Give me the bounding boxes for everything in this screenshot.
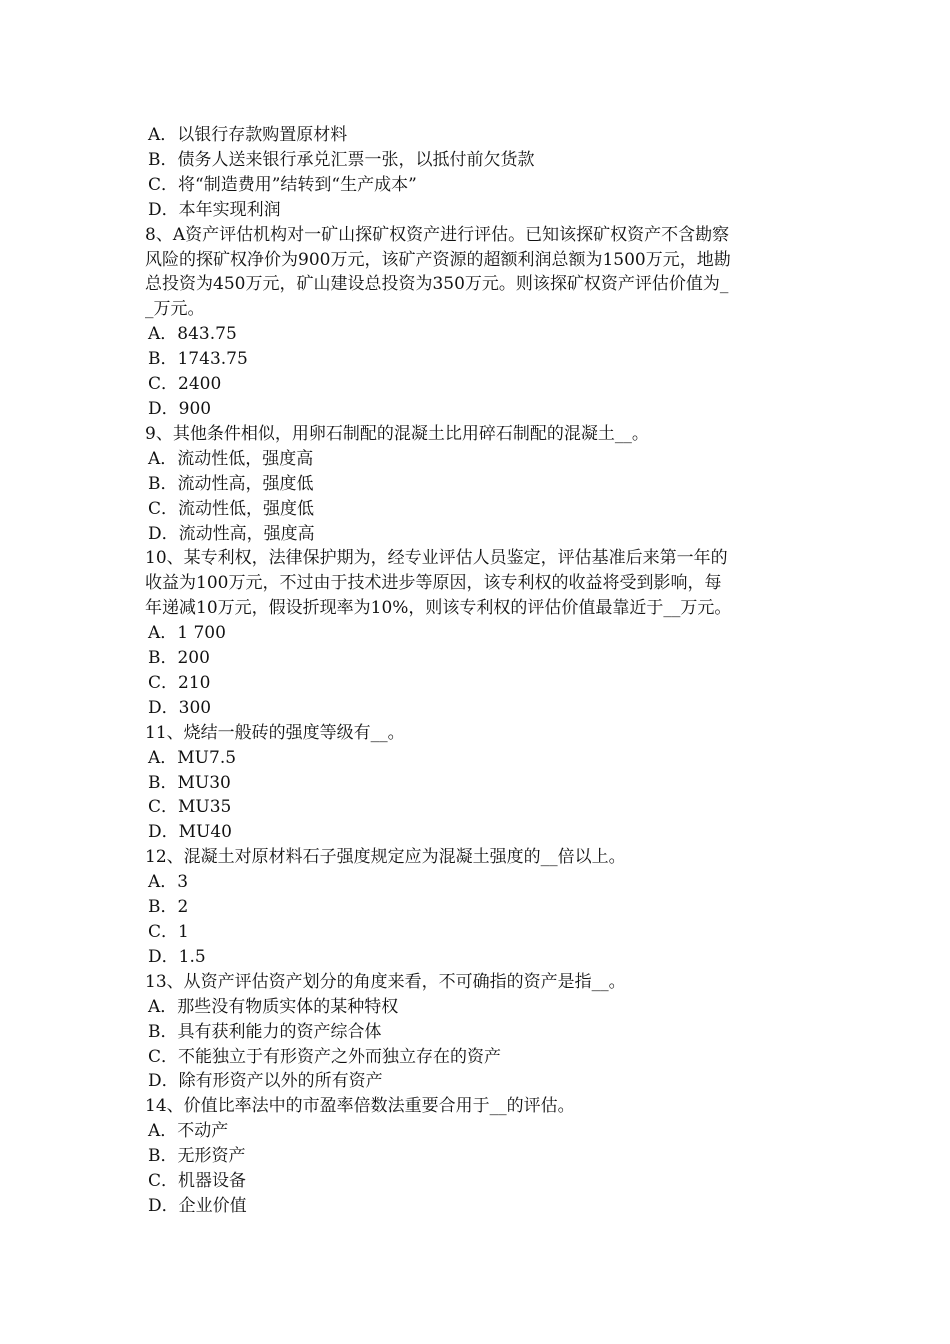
option-d: D．流动性高，强度高 (148, 523, 315, 544)
option-a: A．843.75 (148, 324, 237, 345)
option-d: D．900 (148, 398, 212, 419)
question-text-line: 14、价值比率法中的市盈率倍数法重要合用于__的评估。 (145, 1096, 575, 1117)
lead-options (145, 123, 808, 223)
option-d: D．MU40 (148, 822, 232, 843)
question-text-line: 收益为100万元，不过由于技术进步等原因，该专利权的收益将受到影响，每 (145, 573, 722, 594)
option-b: B．1743.75 (148, 349, 248, 370)
option-a: A．1 700 (148, 623, 226, 644)
option-a: A．不动产 (148, 1121, 229, 1142)
option-c: C．2400 (148, 374, 222, 395)
option-b: B．具有获利能力的资产综合体 (148, 1021, 382, 1042)
question-text-line: 年递减10万元，假设折现率为10%，则该专利权的评估价值最靠近于__万元。 (145, 598, 732, 619)
option-d: D．1.5 (148, 946, 206, 967)
option-b: B．2 (148, 897, 189, 918)
question-13 (145, 970, 808, 1095)
question-text-line: 总投资为450万元，矿山建设总投资为350万元。则该探矿权资产评估价值为_ (145, 274, 729, 295)
question-10 (145, 546, 808, 720)
question-text-line: 8、A资产评估机构对一矿山探矿权资产进行评估。已知该探矿权资产不含勘察 (145, 224, 730, 245)
document-body (145, 123, 808, 1219)
question-text-line: 11、烧结一般砖的强度等级有__。 (145, 722, 405, 743)
question-text-line: 风险的探矿权净价为900万元，该矿产资源的超额利润总额为1500万元，地勘 (145, 249, 731, 270)
question-9 (145, 422, 808, 547)
option-b: B．200 (148, 648, 210, 669)
option-b: B．债务人送来银行承兑汇票一张，以抵付前欠货款 (148, 149, 535, 170)
option-d: D．除有形资产以外的所有资产 (148, 1071, 383, 1092)
question-14 (145, 1094, 808, 1219)
question-11 (145, 721, 808, 846)
option-a: A．那些没有物质实体的某种特权 (148, 996, 399, 1017)
question-text-line: _万元。 (145, 299, 205, 320)
question-text-line: 12、混凝土对原材料石子强度规定应为混凝土强度的__倍以上。 (145, 847, 626, 868)
option-c: C．210 (148, 672, 211, 693)
question-text-line: 10、某专利权，法律保护期为，经专业评估人员鉴定，评估基准后来第一年的 (145, 548, 728, 569)
option-c: C．机器设备 (148, 1171, 247, 1192)
question-8 (145, 223, 808, 422)
option-c: C．流动性低，强度低 (148, 498, 315, 519)
option-b: B．MU30 (148, 772, 231, 793)
option-a: A．MU7.5 (148, 747, 237, 768)
option-a: A．以银行存款购置原材料 (148, 125, 348, 145)
question-text-line: 13、从资产评估资产划分的角度来看，不可确指的资产是指__。 (145, 971, 626, 992)
option-c: C．将“制造费用”结转到“生产成本” (148, 174, 417, 195)
option-c: C．1 (148, 922, 189, 942)
option-a: A．流动性低，强度高 (148, 448, 314, 469)
option-d: D．本年实现利润 (148, 199, 281, 220)
option-d: D．企业价值 (148, 1195, 247, 1216)
option-c: C．不能独立于有形资产之外而独立存在的资产 (148, 1046, 502, 1067)
question-text-line: 9、其他条件相似，用卵石制配的混凝土比用碎石制配的混凝土__。 (145, 423, 649, 444)
option-b: B．无形资产 (148, 1146, 246, 1167)
option-c: C．MU35 (148, 797, 232, 818)
option-b: B．流动性高，强度低 (148, 473, 314, 494)
option-a: A．3 (148, 872, 189, 893)
question-12 (145, 845, 808, 970)
option-d: D．300 (148, 697, 212, 718)
